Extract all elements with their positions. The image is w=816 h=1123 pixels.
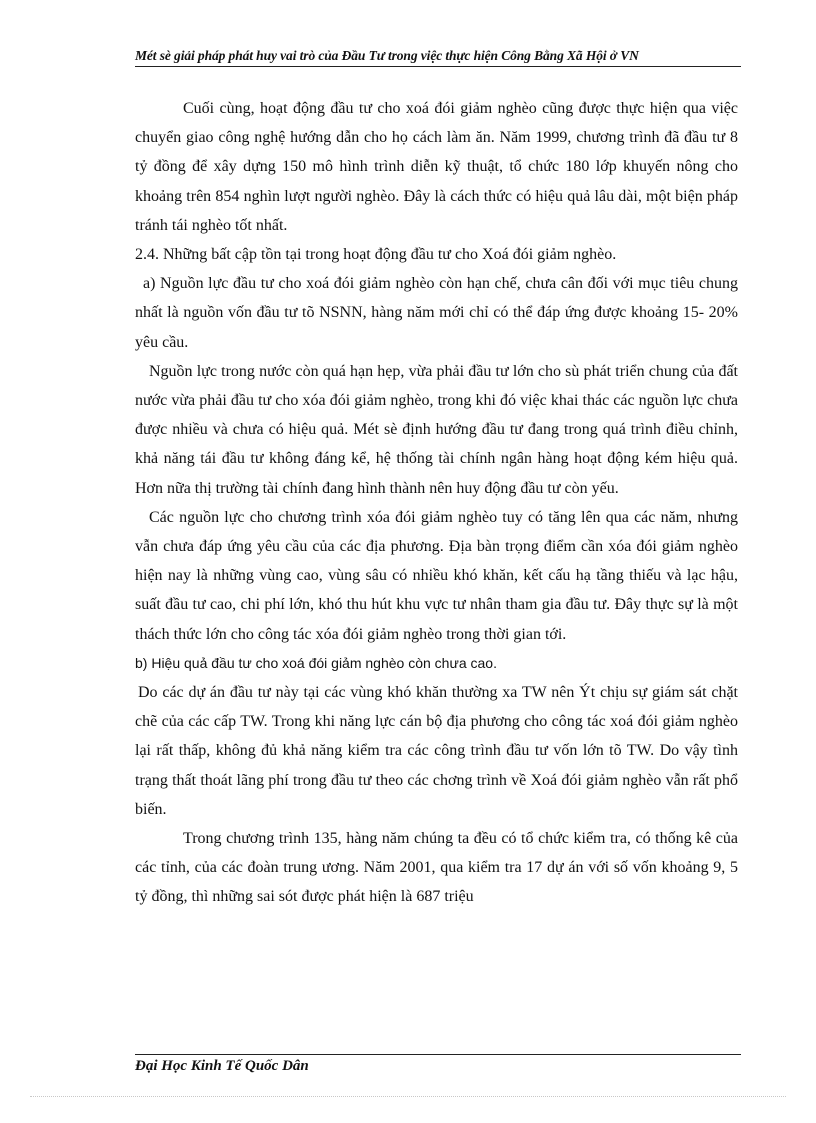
page-footer: Đại Học Kinh Tế Quốc Dân — [135, 1058, 309, 1074]
paragraph-domestic-resources: Nguồn lực trong nước còn quá hạn hẹp, vừa phải đầu tư lớn cho sù phát triển chung của đất nước vừa phải đầu tư cho xóa đói giảm nghèo, trong khi đó việc khai thác các nguồn lực chưa được nhiều và chưa có hiệu quả. Mét sè định hướng đầu tư đang trong quá trình điều chỉnh, khả năng tái đầu tư không đáng kể, hệ thống tài chính ngân hàng hoạt động kém hiệu quả. Hơn nữa thị trường tài chính đang hình thành nên huy động đầu tư còn yếu. — [135, 362, 738, 497]
page-header: Mét sè giải pháp phát huy vai trò của Đầu Tư trong việc thực hiện Công Bằng Xã Hội ở VN — [135, 48, 639, 63]
subheading-efficiency: b) Hiệu quả đầu tư cho xoá đói giảm nghèo còn chưa cao. — [135, 654, 497, 671]
footer-divider — [135, 1054, 741, 1055]
document-body — [135, 94, 738, 912]
section-heading-2-4: 2.4. Những bất cập tồn tại trong hoạt động đầu tư cho Xoá đói giảm nghèo. — [135, 246, 617, 264]
paragraph-resources-limited: a) Nguồn lực đầu tư cho xoá đói giảm nghèo còn hạn chế, chưa cân đối với mục tiêu chung nhất là nguồn vốn đầu tư tõ NSNN, hàng năm mới chỉ có thể đáp ứng được khoảng 15- 20% yêu cầu. — [135, 275, 738, 351]
paragraph-supervision: Do các dự án đầu tư này tại các vùng khó khăn thường xa TW nên Ýt chịu sự giám sát chặt chẽ của các cấp TW. Trong khi năng lực cán bộ địa phương cho công tác xoá đói giảm nghèo lại rất thấp, không đủ khả năng kiểm tra các công trình đầu tư vốn lớn tõ TW. Do vậy tình trạng thất thoát lãng phí trong đầu tư theo các chơng trình về Xoá đói giảm nghèo vẫn rất phổ biến. — [135, 684, 738, 818]
paragraph-program-135: Trong chương trình 135, hàng năm chúng ta đều có tổ chức kiểm tra, có thống kê của các tỉnh, của các đoàn trung ương. Năm 2001, qua kiểm tra 17 dự án với số vốn khoảng 9, 5 tỷ đồng, thì những sai sót được phát hiện là 687 triệu — [135, 830, 738, 906]
paragraph-technology-transfer: Cuối cùng, hoạt động đầu tư cho xoá đói giảm nghèo cũng được thực hiện qua việc chuyển giao công nghệ hướng dẫn cho họ cách làm ăn. Năm 1999, chương trình đã đầu tư 8 tỷ đồng để xây dựng 150 mô hình trình diễn kỹ thuật, tổ chức 180 lớp khuyến nông cho khoảng trên 854 nghìn lượt người nghèo. Đây là cách thức có hiệu quả lâu dài, một biện pháp tránh tái nghèo tốt nhất. — [135, 100, 738, 234]
page-bottom-dotted-border — [30, 1096, 786, 1097]
paragraph-program-resources: Các nguồn lực cho chương trình xóa đói giảm nghèo tuy có tăng lên qua các năm, nhưng vẫn chưa đáp ứng yêu cầu của các địa phương. Địa bàn trọng điểm cần xóa đói giảm nghèo hiện nay là những vùng cao, vùng sâu có nhiều khó khăn, kết cấu hạ tầng thiếu và lạc hậu, suất đầu tư cao, chi phí lớn, khó thu hút khu vực tư nhân tham gia đầu tư. Đây thực sự là một thách thức lớn cho công tác xóa đói giảm nghèo trong thời gian tới. — [135, 508, 738, 643]
header-divider — [135, 66, 741, 67]
